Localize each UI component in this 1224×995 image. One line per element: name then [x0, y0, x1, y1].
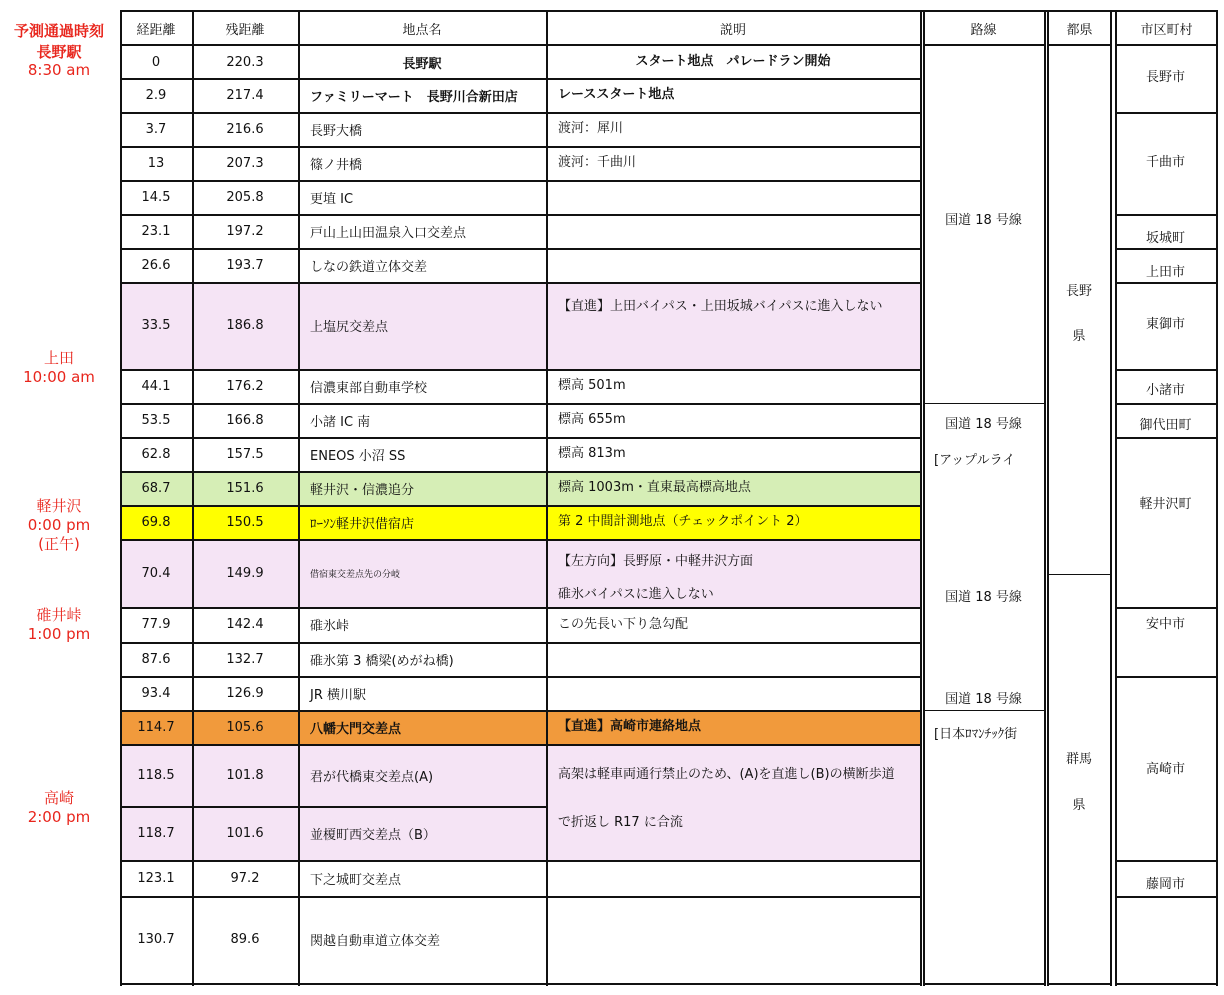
- row-border: [120, 607, 920, 609]
- cell-text: 信濃東部自動車学校: [310, 380, 428, 396]
- row-border: [120, 437, 920, 439]
- cell-text: ファミリーマート 長野川合新田店: [310, 89, 518, 105]
- row-elapsed-cell: [120, 710, 192, 744]
- pref-bottom-border: [1047, 983, 1112, 985]
- cell-text: 碓氷峠: [310, 619, 350, 634]
- row-remaining-cell: [192, 471, 298, 505]
- row-remaining-cell: [192, 676, 298, 710]
- prefecture-label: 長野: [1065, 284, 1092, 299]
- route-label: 国道 18 号線: [945, 692, 1022, 707]
- cell-text: 標高 655m: [558, 412, 626, 427]
- row-border: [120, 78, 920, 80]
- row-desc-cell: [546, 282, 920, 369]
- city-label: 安中市: [1145, 617, 1185, 632]
- cell-text: 上塩尻交差点: [310, 320, 389, 335]
- prefecture-label: 県: [1072, 798, 1086, 813]
- row-elapsed-cell: [120, 46, 192, 78]
- row-desc-cell: [546, 180, 920, 214]
- ueda-label: 上田: [43, 349, 74, 367]
- row-elapsed-cell: [120, 180, 192, 214]
- row-border: [120, 806, 546, 808]
- row-place-cell: [298, 78, 546, 112]
- row-desc-cell: [546, 46, 920, 78]
- cell-text: 207.3: [226, 155, 264, 171]
- cell-text: 君が代橋東交差点(A): [310, 769, 434, 785]
- row-remaining-cell: [192, 806, 298, 860]
- row-border: [120, 146, 920, 148]
- header-bottom-border-route: [923, 44, 1044, 46]
- cell-text: この先長い下り急勾配: [558, 616, 689, 632]
- row-elapsed-cell: [120, 78, 192, 112]
- city-segment-border: [1115, 676, 1218, 678]
- cell-text: 標高 501m: [558, 378, 626, 393]
- row-desc-cell: [546, 146, 920, 180]
- city-label: 高崎市: [1145, 762, 1185, 777]
- row-remaining-cell: [192, 642, 298, 676]
- row-remaining-cell: [192, 403, 298, 437]
- cell-text: 高架は軽車両通行禁止のため、(A)を直進し(B)の横断歩道で折返し R17 に合流: [558, 767, 895, 830]
- row-border: [120, 539, 920, 541]
- cell-text: 戸山上山田温泉入口交差点: [310, 225, 467, 241]
- column-border: [546, 10, 548, 986]
- row-remaining-cell: [192, 744, 298, 806]
- cell-text: 130.7: [137, 932, 175, 947]
- cell-text: 53.5: [141, 412, 171, 428]
- ueda-time: 10:00 am: [23, 368, 95, 386]
- header-description: 説明: [719, 22, 746, 38]
- cell-text: 23.1: [141, 223, 171, 239]
- cell-text: 標高 1003m・直東最高標高地点: [558, 480, 751, 495]
- usui-pass-label: 碓井峠: [36, 606, 82, 624]
- row-desc-cell: [546, 896, 920, 983]
- nagano-station-label: 長野駅: [36, 43, 82, 61]
- row-remaining-cell: [192, 505, 298, 539]
- cell-text: 篠ノ井橋: [310, 157, 363, 173]
- row-border: [120, 282, 920, 284]
- route-label: 国道 18 号線: [945, 590, 1022, 605]
- row-elapsed-cell: [120, 607, 192, 642]
- cell-text: 149.9: [226, 565, 264, 581]
- row-place-cell: [298, 744, 546, 806]
- karuizawa-time: 0:00 pm: [27, 516, 91, 534]
- cell-text: 軽井沢・信濃追分: [310, 482, 415, 498]
- column-border: [120, 10, 122, 986]
- cell-text: レーススタート地点: [558, 87, 675, 102]
- cell-text: スタート地点 パレードラン開始: [635, 54, 831, 69]
- cell-text: 101.8: [226, 767, 264, 783]
- cell-text: 44.1: [141, 378, 171, 394]
- route-segment-border: [923, 403, 1044, 404]
- cell-text: 3.7: [145, 121, 167, 137]
- cell-text: 関越自動車道立体交差: [310, 934, 441, 949]
- cell-text: 157.5: [226, 446, 264, 462]
- city-segment-border: [1115, 607, 1218, 609]
- header-place-name: 地点名: [402, 22, 442, 38]
- cell-text: 14.5: [141, 189, 171, 205]
- prefecture-label: 群馬: [1065, 752, 1092, 767]
- cell-text: 101.6: [226, 825, 264, 841]
- row-border: [120, 214, 920, 216]
- cell-text: 13: [147, 155, 165, 171]
- cell-text: 93.4: [141, 685, 171, 701]
- city-segment-border: [1115, 983, 1218, 985]
- cell-text: 151.6: [226, 480, 264, 496]
- row-place-cell: [298, 437, 546, 471]
- route-segment-border: [923, 710, 1044, 711]
- cell-text: 197.2: [226, 223, 264, 239]
- row-border: [120, 983, 920, 985]
- row-desc-cell: [546, 505, 920, 539]
- karuizawa-note: (正午): [38, 535, 80, 553]
- row-place-cell: [298, 505, 546, 539]
- row-remaining-cell: [192, 282, 298, 369]
- row-border: [120, 505, 920, 507]
- column-border: [920, 10, 922, 986]
- row-remaining-cell: [192, 369, 298, 403]
- cell-text: JR 横川駅: [310, 687, 366, 703]
- row-place-cell: [298, 710, 546, 744]
- cell-text: 87.6: [141, 651, 171, 667]
- city-segment-border: [1115, 896, 1218, 898]
- row-elapsed-cell: [120, 214, 192, 248]
- cell-text: 118.5: [137, 767, 175, 783]
- row-remaining-cell: [192, 146, 298, 180]
- row-place-cell: [298, 369, 546, 403]
- city-label: 坂城町: [1145, 231, 1185, 246]
- cell-text: 176.2: [226, 378, 264, 394]
- row-elapsed-cell: [120, 539, 192, 607]
- cell-text: 33.5: [141, 318, 171, 333]
- route-label: 国道 18 号線: [945, 417, 1022, 432]
- row-place-cell: [298, 403, 546, 437]
- cell-text: 216.6: [226, 121, 264, 137]
- row-elapsed-cell: [120, 282, 192, 369]
- row-elapsed-cell: [120, 112, 192, 146]
- row-desc-cell: [546, 437, 920, 471]
- row-desc-cell: [546, 112, 920, 146]
- cell-text: 62.8: [141, 446, 171, 462]
- row-border: [120, 710, 920, 712]
- cell-text: 105.6: [226, 719, 264, 735]
- row-remaining-cell: [192, 214, 298, 248]
- row-remaining-cell: [192, 437, 298, 471]
- city-segment-border: [1115, 214, 1218, 216]
- row-place-cell: [298, 180, 546, 214]
- cell-text: 第 2 中間計測地点（チェックポイント 2）: [558, 514, 808, 529]
- cell-text: 長野大橋: [310, 123, 363, 139]
- time-labels-title: 予測通過時刻: [13, 22, 104, 40]
- row-elapsed-cell: [120, 806, 192, 860]
- row-place-cell: [298, 860, 546, 896]
- nagano-station-time: 8:30 am: [27, 61, 91, 79]
- column-border: [298, 10, 300, 986]
- row-desc-cell: [546, 710, 920, 744]
- route-label: 国道 18 号線: [945, 213, 1022, 228]
- row-remaining-cell: [192, 860, 298, 896]
- row-desc-cell: [546, 607, 920, 642]
- row-place-cell: [298, 112, 546, 146]
- row-place-cell: [298, 607, 546, 642]
- cell-text: 借宿東交差点先の分岐: [310, 569, 401, 580]
- header-prefecture: 都県: [1066, 22, 1093, 38]
- header-bottom-border: [120, 44, 920, 46]
- cell-text: 68.7: [141, 480, 171, 496]
- city-segment-border: [1115, 112, 1218, 114]
- row-elapsed-cell: [120, 860, 192, 896]
- cell-text: 【直進】上田バイパス・上田坂城バイパスに進入しない: [558, 299, 883, 314]
- cell-text: 186.8: [226, 318, 264, 333]
- header-elapsed-distance: 経距離: [136, 22, 176, 38]
- row-elapsed-cell: [120, 896, 192, 983]
- row-remaining-cell: [192, 607, 298, 642]
- row-border: [120, 248, 920, 250]
- pref-segment-border: [1047, 574, 1112, 575]
- cell-text: 並榎町西交差点（B）: [310, 827, 436, 843]
- prefecture-label: 県: [1072, 329, 1086, 344]
- cell-text: 97.2: [230, 870, 260, 886]
- city-label: 藤岡市: [1145, 877, 1185, 892]
- cell-text: 小諸 IC 南: [310, 414, 371, 430]
- row-elapsed-cell: [120, 437, 192, 471]
- cell-text: 126.9: [226, 685, 264, 701]
- route-left-border: [923, 10, 925, 986]
- row-desc-cell: [546, 676, 920, 710]
- table-top-border: [120, 10, 1218, 12]
- row-elapsed-cell: [120, 403, 192, 437]
- cell-text: しなの鉄道立体交差: [310, 259, 428, 275]
- city-segment-border: [1115, 369, 1218, 371]
- city-segment-border: [1115, 860, 1218, 862]
- city-segment-border: [1115, 403, 1218, 405]
- city-label: 東御市: [1145, 317, 1185, 332]
- cell-text: 118.7: [137, 825, 175, 841]
- row-place-cell: [298, 471, 546, 505]
- row-border: [120, 471, 920, 473]
- row-desc-cell: [546, 539, 920, 607]
- karuizawa-label: 軽井沢: [36, 497, 82, 515]
- cell-text: 八幡大門交差点: [310, 721, 402, 737]
- cell-text: 2.9: [145, 87, 167, 103]
- header-bottom-border-city: [1115, 44, 1218, 46]
- row-elapsed-cell: [120, 471, 192, 505]
- row-border: [120, 180, 920, 182]
- cell-text: 0: [151, 54, 161, 70]
- row-border: [120, 744, 920, 746]
- row-desc-cell: [546, 744, 920, 860]
- row-border: [120, 112, 920, 114]
- row-desc-cell: [546, 248, 920, 282]
- cell-text: 標高 813m: [558, 446, 626, 461]
- row-remaining-cell: [192, 46, 298, 78]
- row-place-cell: [298, 214, 546, 248]
- row-desc-cell: [546, 860, 920, 896]
- row-remaining-cell: [192, 710, 298, 744]
- header-municipality: 市区町村: [1140, 22, 1193, 38]
- row-place-cell: [298, 896, 546, 983]
- header-remaining-distance: 残距離: [225, 22, 265, 38]
- row-elapsed-cell: [120, 676, 192, 710]
- row-elapsed-cell: [120, 146, 192, 180]
- city-segment-border: [1115, 282, 1218, 284]
- row-border: [120, 642, 920, 644]
- header-bottom-border-pref: [1047, 44, 1112, 46]
- row-remaining-cell: [192, 180, 298, 214]
- row-elapsed-cell: [120, 369, 192, 403]
- city-label: 長野市: [1145, 70, 1185, 85]
- route-label: [日本ﾛﾏﾝﾁｯｸ街: [934, 727, 1018, 742]
- pref-right-border: [1110, 10, 1112, 986]
- row-place-cell: [298, 539, 546, 607]
- row-desc-cell: [546, 369, 920, 403]
- cell-text: 26.6: [141, 257, 171, 273]
- city-segment-border: [1115, 437, 1218, 439]
- cell-text: 渡河：千曲川: [558, 155, 637, 170]
- cell-text: 77.9: [141, 617, 171, 632]
- row-remaining-cell: [192, 896, 298, 983]
- cell-text: 渡河：犀川: [558, 121, 624, 136]
- pref-left-border: [1047, 10, 1049, 986]
- cell-text: 69.8: [141, 514, 171, 530]
- row-elapsed-cell: [120, 505, 192, 539]
- row-remaining-cell: [192, 78, 298, 112]
- cell-text: 166.8: [226, 412, 264, 428]
- row-place-cell: [298, 146, 546, 180]
- city-label: 上田市: [1145, 265, 1185, 280]
- row-border: [120, 403, 920, 405]
- row-border: [120, 369, 920, 371]
- row-desc-cell: [546, 471, 920, 505]
- row-border: [120, 676, 920, 678]
- takasaki-time: 2:00 pm: [27, 808, 91, 826]
- cell-text: 【直進】高崎市連絡地点: [558, 719, 702, 734]
- row-place-cell: [298, 248, 546, 282]
- city-label: 御代田町: [1139, 418, 1192, 433]
- takasaki-label: 高崎: [43, 789, 74, 807]
- route-label: [アップルライ: [934, 453, 1016, 468]
- city-right-border: [1216, 10, 1218, 986]
- row-desc-cell: [546, 78, 920, 112]
- row-remaining-cell: [192, 112, 298, 146]
- cell-text: 碓氷第 3 橋梁(めがね橋): [310, 653, 454, 669]
- row-border: [120, 896, 920, 898]
- row-desc-cell: [546, 214, 920, 248]
- cell-text: 150.5: [226, 514, 264, 530]
- row-elapsed-cell: [120, 248, 192, 282]
- cell-text: 217.4: [226, 87, 264, 103]
- route-bottom-border: [923, 983, 1044, 985]
- cell-text: 220.3: [226, 54, 264, 70]
- city-segment-border: [1115, 248, 1218, 250]
- row-remaining-cell: [192, 539, 298, 607]
- cell-text: 142.4: [226, 617, 264, 632]
- row-desc-cell: [546, 403, 920, 437]
- city-label: 小諸市: [1145, 383, 1185, 398]
- route-right-border: [1044, 10, 1046, 986]
- header-route: 路線: [970, 22, 997, 38]
- row-border: [120, 860, 920, 862]
- row-place-cell: [298, 642, 546, 676]
- row-elapsed-cell: [120, 744, 192, 806]
- cell-text: 123.1: [137, 870, 175, 886]
- cell-text: 70.4: [141, 565, 171, 581]
- row-place-cell: [298, 282, 546, 369]
- row-elapsed-cell: [120, 642, 192, 676]
- cell-text: 下之城町交差点: [310, 872, 402, 888]
- column-border: [192, 10, 194, 986]
- usui-pass-time: 1:00 pm: [27, 625, 91, 643]
- row-place-cell: [298, 676, 546, 710]
- cell-text: 89.6: [230, 932, 260, 947]
- cell-text: ENEOS 小沼 SS: [310, 448, 406, 464]
- cell-text: 長野駅: [402, 56, 442, 72]
- cell-text: 更埴 IC: [310, 191, 354, 207]
- city-label: 千曲市: [1145, 155, 1185, 170]
- city-label: 軽井沢町: [1139, 497, 1192, 512]
- cell-text: ﾛｰｿﾝ軽井沢借宿店: [310, 516, 415, 532]
- cell-text: 114.7: [137, 719, 175, 735]
- row-desc-cell: [546, 642, 920, 676]
- cell-text: 193.7: [226, 257, 264, 273]
- row-remaining-cell: [192, 248, 298, 282]
- cell-text: 【左方向】長野原・中軽井沢方面 碓氷バイパスに進入しない: [558, 554, 754, 602]
- cell-text: 132.7: [226, 651, 264, 667]
- cell-text: 205.8: [226, 189, 264, 205]
- row-place-cell: [298, 46, 546, 78]
- row-place-cell: [298, 806, 546, 860]
